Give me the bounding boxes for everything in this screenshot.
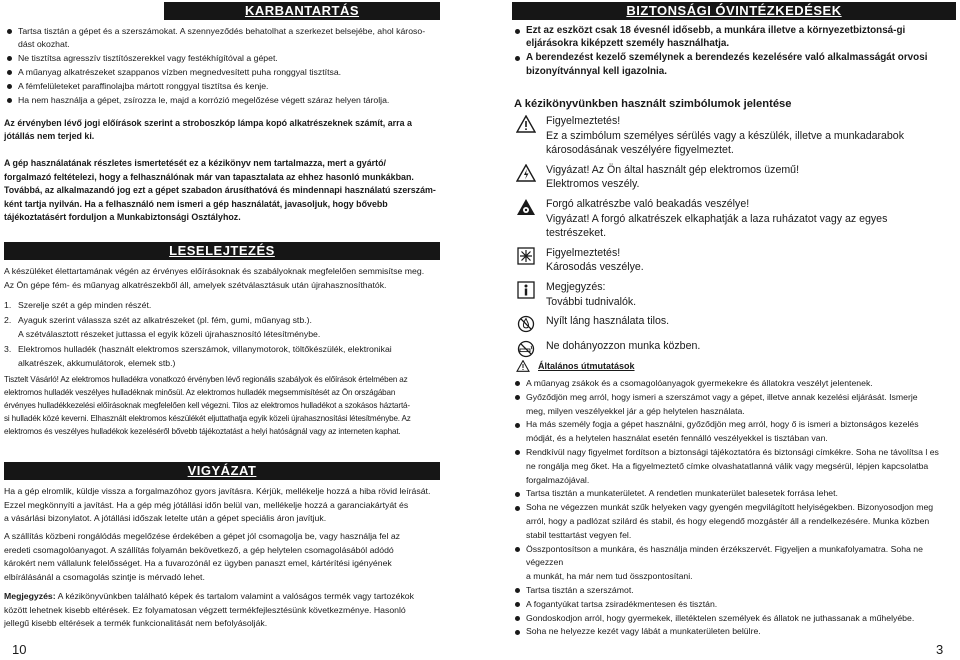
dear-customer-text xyxy=(4,374,448,439)
symbol-line: Forgó alkatrészbe való beakadás veszélye! xyxy=(546,197,750,210)
symbols-list xyxy=(516,114,956,360)
text-line: Ha más személy fogja a gépet használni, győződjön meg arról, hogy ő is ismeri a biztonságos kezelés xyxy=(526,419,919,430)
list-item xyxy=(512,377,956,391)
text-line: elektromos hulladék veszélyes hulladéknak minősül. Az elektromos hulladék megsemmisítését az Ön országában xyxy=(4,387,396,397)
text-line: tájékoztatásért forduljon a Munkabiztonsági Osztályhoz. xyxy=(4,212,241,223)
text-line: jellegű kisebb eltérések a termék funkcionalitását nem befolyásolják. xyxy=(4,618,268,629)
text-line: forgalmazó feltételezi, hogy a felhasználónak már van tapasztalata az ehhez hasonló munkákban. xyxy=(4,171,414,182)
disposal-steps xyxy=(4,298,444,371)
text-line: között lehetnek kisebb eltérések. Ez folyamatosan végzett termékfejlesztésünk következménye. Hasonló xyxy=(4,604,406,615)
step-text: Szerelje szét a gép minden részét. xyxy=(18,300,152,310)
no-naked-flame-icon xyxy=(516,315,536,333)
text-line: Összpontosítson a munkára, és használja minden érzékszervét. Figyeljen a munkafolyamatra. Soha ne végezzen xyxy=(526,543,923,568)
text-line xyxy=(4,590,448,604)
text-line: elektromos és veszélyes hulladékok kezeléséről bővebb tájékoztatást a helyi hatóságnál vagy az interneten kaphat. xyxy=(4,426,401,436)
list-item xyxy=(512,612,956,626)
list-item xyxy=(512,446,956,487)
list-item xyxy=(4,356,444,371)
text-line: Ha a gép elromlik, küldje vissza a forgalmazóhoz gyors javításra. Kérjük, mellékelje hozzá a hiba rövid leírását. xyxy=(4,486,431,496)
shipping-text xyxy=(4,530,448,584)
warning-title: VIGYÁZAT xyxy=(187,463,257,478)
symbol-row xyxy=(516,197,956,241)
list-item xyxy=(512,598,956,612)
warning-triangle-icon xyxy=(516,360,530,372)
symbol-line: Elektromos veszély. xyxy=(546,178,640,191)
no-smoking-icon xyxy=(516,340,536,358)
symbol-row xyxy=(516,114,956,158)
maintenance-header xyxy=(164,2,440,20)
list-item: Tartsa tisztán a gépet és a szerszámokat. A szennyeződés behatolhat a szerkezet belsejébe, ahol károso-dást okozhat. xyxy=(4,25,440,51)
text-line: ne rongálja meg őket. Ha a figyelmeztető címke olvashatatlanná válik vagy megsérül, lépjen kapcsolatba xyxy=(526,460,929,471)
text-line: Rendkívül nagy figyelmet fordítson a biztonsági tájékoztatóra és biztonsági címkékre. Soha ne távolítsa l es xyxy=(526,446,939,457)
note-label: Megjegyzés: xyxy=(4,591,56,601)
text-line: módját, és a helytelen használat esetén fennálló veszélyekkel is tisztában van. xyxy=(526,433,828,444)
symbol-line: Vigyázat! A forgó alkatrészek elkaphatják a laza ruházatot vagy az egyes xyxy=(546,212,888,225)
maintenance-list xyxy=(4,25,440,106)
list-item xyxy=(512,487,956,501)
symbol-line: Vigyázat! Az Ön által használt gép elektromos üzemű! xyxy=(546,163,800,176)
disposal-title: LESELEJTEZÉS xyxy=(169,243,275,258)
stroboscope-note: Az érvényben lévő jogi előírások szerint a stroboszkóp lámpa kopó alkatrészeknek számít, arra a jótállás nem terjed ki. xyxy=(4,118,412,142)
warning-triangle-icon xyxy=(516,115,536,133)
symbol-line: Megjegyzés: xyxy=(546,280,606,293)
list-item: Ha nem használja a gépet, zsírozza le, majd a korrózió megelőzése végett száraz helyen tárolja. xyxy=(4,94,440,107)
text-line: Továbbá, az alkalmazandó jog ezt a gépet szabadon árusíthatóvá és mindennapi használatú szerszám- xyxy=(4,185,436,196)
list-item: A műanyag alkatrészeket szappanos vízben megnedvesített puha ronggyal tisztítsa. xyxy=(4,66,440,79)
text-line: meg, milyen veszélyekkel jár a gép helytelen használata. xyxy=(526,405,745,416)
step-text: Ayaguk szerint válassza szét az alkatrészeket (pl. fém, gumi, műanyag stb.). xyxy=(18,314,312,325)
text-line: A fogantyúkat tartsa zsiradékmentesen és tisztán. xyxy=(526,598,718,609)
safety-list xyxy=(512,24,956,78)
list-item xyxy=(512,625,956,639)
text-line: Tartsa tisztán a munkaterületet. A rendetlen munkaterület balesetek forrása lehet. xyxy=(526,488,838,499)
text-line: érvényes hulladékkezelési előírásoknak megfelelően kell végezni. Tilos az elektromos hulladékot a szokásos háztartá- xyxy=(4,400,410,410)
symbols-title: A kézikönyvünkben használt szimbólumok jelentése xyxy=(514,98,792,110)
text-line: arról, hogy a padlózat szilárd és stabil, és hogy elegendő mozgástér áll a rendelkezésére. Munka közben xyxy=(526,515,930,526)
text-line: A műanyag zsákok és a csomagolóanyagok gyermekekre és állatokra veszélyt jelentenek. xyxy=(526,378,873,388)
step-text: alkatrészek, akkumulátorok, elemek stb.) xyxy=(18,358,176,369)
symbol-row xyxy=(516,339,956,358)
maintenance-title: KARBANTARTÁS xyxy=(244,3,360,18)
symbol-line: További tudnivalók. xyxy=(546,295,637,308)
text-line: eredeti csomagolóanyagot. A szállítás folyamán bekövetkező, a gép helytelen csomagolásából adódó xyxy=(4,544,394,555)
symbol-line: testrészeket. xyxy=(546,227,607,240)
text-line: Tartsa tisztán a szerszámot. xyxy=(526,584,634,595)
page-number-right: 3 xyxy=(936,642,944,657)
list-item xyxy=(4,342,444,357)
list-item xyxy=(512,584,956,598)
info-icon xyxy=(516,281,536,299)
list-item: Ezt az eszközt csak 18 évesnél idősebb, a munkára illetve a környezetbiztonsá-gi eljárásokra kiképzett személy használhatja. xyxy=(512,24,956,50)
text-line: si hulladék közé keverni. Elhasznált elektromos készülékét eljuttathatja egyik közeli újrahasznosítási létesítménybe. Az xyxy=(4,413,411,423)
symbol-row xyxy=(516,246,956,275)
symbol-line: Nyílt láng használata tilos. xyxy=(546,315,670,328)
disposal-intro xyxy=(4,265,444,292)
step-text: A szétválasztott részeket juttassa el egyik közeli újrahasznosító létesítménybe. xyxy=(18,329,321,340)
list-item xyxy=(4,298,444,313)
symbol-line: Ne dohányozzon munka közben. xyxy=(546,340,701,353)
list-item xyxy=(512,418,956,446)
disposal-header xyxy=(4,242,440,260)
repair-text xyxy=(4,485,448,526)
symbol-line: Figyelmeztetés! xyxy=(546,115,621,127)
text-line: Ezzel megkönnyíti a javítást. Ha a gép még jótállási időn belül van, mellékelje hozzá a garanciakártyát és xyxy=(4,499,409,510)
text-line: elbírálásánál a csomagolás szintje is mérvadó lehet. xyxy=(4,571,205,582)
general-title: Általános útmutatások xyxy=(538,361,635,371)
symbol-row xyxy=(516,314,956,333)
text-line: ként tartja nyilván. Ha a felhasználó nem ismeri a gép használatát, javasoljuk, hogy bővebb xyxy=(4,198,388,209)
list-item: Ne tisztítsa agresszív tisztítószerekkel vagy festékhígítóval a gépet. xyxy=(4,52,440,65)
text-line: Soha ne helyezze kezét vagy lábát a munkaterületen belülre. xyxy=(526,626,761,637)
text-line: Gondoskodjon arról, hogy gyermekek, illetéktelen személyek és állatok ne juthassanak a műhelyébe. xyxy=(526,612,915,623)
text-line: Az Ön gépe fém- és műanyag alkatrészekből áll, amelyek szétválasztásuk után újrahasznosíthatók. xyxy=(4,279,387,290)
step-number: 1. xyxy=(4,300,12,310)
note-line: A kézikönyvünkben található képek és tartalom valamint a valóságos termék vagy tartozékok xyxy=(55,591,414,601)
list-item: A fémfelületeket paraffinolajba mártott ronggyal tisztítsa és kenje. xyxy=(4,80,440,93)
electric-shock-icon xyxy=(516,164,536,182)
general-heading xyxy=(516,360,635,372)
general-list xyxy=(512,377,956,639)
warning-header xyxy=(4,462,440,480)
list-item xyxy=(4,313,444,328)
text-line: a vásárlási bizonylatot. A jótállási időszak letelte után a gépet speciális áron javítjuk. xyxy=(4,513,327,524)
text-line: stabil testtartást vegyen fel. xyxy=(526,529,632,540)
symbol-line: Ez a szimbólum személyes sérülés vagy a készülék, illetve a munkadarabok xyxy=(546,129,904,142)
text-line: A szállítás közbeni rongálódás megelőzése érdekében a gépet jól csomagolja be, vagy használja fel az xyxy=(4,531,401,541)
list-item xyxy=(512,543,956,584)
page-number-left: 10 xyxy=(12,642,27,657)
text-line: a munkát, ha már nem tud összpontosítani. xyxy=(526,571,693,582)
text-line: Győződjön meg arról, hogy ismeri a szerszámot vagy a gépet, illetve annak kezelési eljárását. Ismerje xyxy=(526,391,918,402)
damage-star-icon xyxy=(516,247,536,265)
text-line: Soha ne végezzen munkát szűk helyeken vagy gyengén megvilágított helyiségekben. Bizonyosodjon meg xyxy=(526,502,934,513)
safety-header xyxy=(512,2,956,20)
text-line: Tisztelt Vásárló! Az elektromos hulladékra vonatkozó érvényben lévő regionális szabályok és előírások értelmében az xyxy=(4,375,408,384)
text-line: A gép használatának részletes ismertetését ez a kézikönyv nem tartalmazza, mert a gyártó/ xyxy=(4,158,386,168)
symbol-line: Károsodás veszélye. xyxy=(546,261,644,274)
rotating-part-icon xyxy=(516,198,536,216)
list-item: A berendezést kezelő személynek a berendezés kezelésére való alkalmasságát orvosi bizonyítvánnyal kell igazolnia. xyxy=(512,51,956,77)
list-item xyxy=(512,391,956,419)
text-line: károkért nem vállalunk felelősséget. Ha a fuvarozónál ez ügyben panaszt emel, kártérítési igényének xyxy=(4,558,392,569)
symbol-line: Figyelmeztetés! xyxy=(546,246,621,259)
step-text: Elektromos hulladék (használt elektromos szerszámok, villanymotorok, töltőkészülék, elektronikai xyxy=(18,343,392,354)
symbol-row xyxy=(516,280,956,309)
text-line: A készüléket élettartamának végén az érvényes előírásoknak és szabályoknak megfelelően semmisítse meg. xyxy=(4,266,425,276)
symbol-row xyxy=(516,163,956,192)
list-item xyxy=(4,327,444,342)
usage-info xyxy=(4,157,444,225)
step-number: 2. xyxy=(4,314,12,325)
safety-title: BIZTONSÁGI ÓVINTÉZKEDÉSEK xyxy=(626,3,842,18)
list-item xyxy=(512,501,956,542)
symbol-line: károsodásának veszélyére figyelmeztet. xyxy=(546,144,734,157)
text-line: forgalmazójával. xyxy=(526,474,590,485)
step-number: 3. xyxy=(4,343,12,354)
note-text xyxy=(4,590,448,631)
